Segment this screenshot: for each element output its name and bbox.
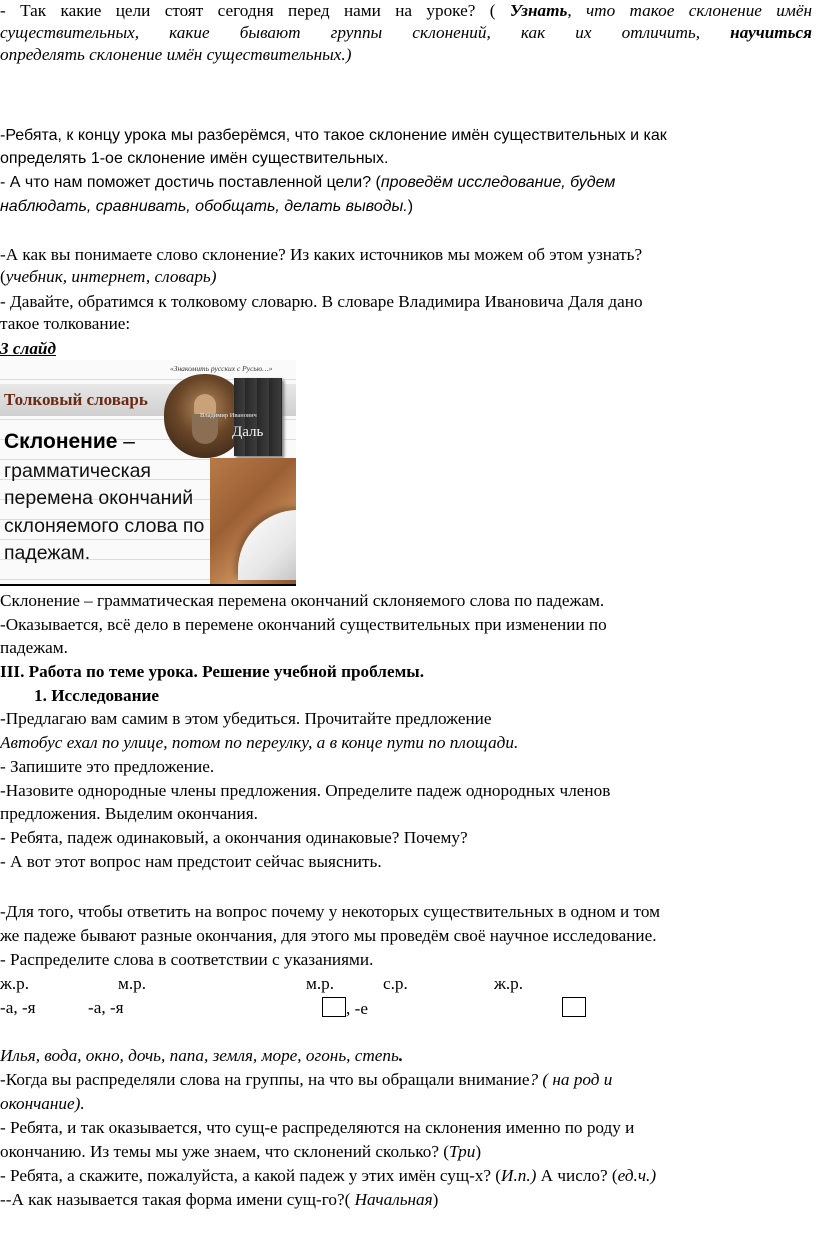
slide-title: Толковый словарь bbox=[4, 390, 148, 409]
definition-line: склоняемого слова по bbox=[4, 515, 205, 537]
text-line: -А как вы понимаете слово склонение? Из каких источников мы можем об этом узнать? bbox=[0, 245, 643, 264]
definition-line: перемена окончаний bbox=[4, 487, 194, 509]
definition-line: падежам. bbox=[4, 542, 91, 564]
text-line: - Так какие цели стоят сегодня перед нами на уроке? ( Узнать, что такое склонение имён bbox=[0, 1, 812, 20]
text-line: наблюдать, сравнивать, обобщать, делать выводы.) bbox=[0, 198, 414, 215]
blank-box bbox=[322, 997, 346, 1017]
gender-label: ж.р. bbox=[0, 974, 30, 993]
text-line: определять склонение имён существительных.) bbox=[0, 45, 352, 64]
text-line: - А что нам поможет достичь поставленной цели? (проведём исследование, будем bbox=[0, 174, 616, 191]
gender-label: м.р. bbox=[118, 974, 147, 993]
text-line: - Запишите это предложение. bbox=[0, 757, 215, 776]
text-line: (учебник, интернет, словарь) bbox=[0, 267, 217, 286]
text-line: определять 1-ое склонение имён существительных. bbox=[0, 150, 389, 167]
text-line: - А вот этот вопрос нам предстоит сейчас выяснить. bbox=[0, 852, 382, 871]
ending-cell: , -е bbox=[322, 997, 368, 1020]
slide-dal: Даль bbox=[232, 424, 264, 440]
text-line: Автобус ехал по улице, потом по переулку, а в конце пути по площади. bbox=[0, 733, 519, 752]
text-line: существительных, какие бывают группы склонений, как их отличить, научиться bbox=[0, 23, 812, 42]
gender-label: м.р. bbox=[306, 974, 335, 993]
text-line: -Предлагаю вам самим в этом убедиться. Прочитайте предложение bbox=[0, 709, 492, 728]
text-line: окончанию. Из темы мы уже знаем, что склонений сколько? (Три) bbox=[0, 1142, 482, 1161]
text-line: -Назовите однородные члены предложения. Определите падеж однородных членов bbox=[0, 781, 611, 800]
gender-label: ж.р. bbox=[494, 974, 524, 993]
text-line: же падеже бывают разные окончания, для этого мы проведём своё научное исследование. bbox=[0, 926, 657, 945]
text-line: -Оказывается, всё дело в перемене окончаний существительных при изменении по bbox=[0, 615, 607, 634]
text-line: - Ребята, и так оказывается, что сущ-е распределяются на склонения именно по роду и bbox=[0, 1118, 635, 1137]
ending-label: -а, -я bbox=[88, 998, 124, 1017]
ending-cell bbox=[562, 997, 586, 1020]
ending-label: -а, -я bbox=[0, 998, 36, 1017]
text-line: - Давайте, обратимся к толковому словарю. В словаре Владимира Ивановича Даля дано bbox=[0, 292, 643, 311]
text-line: - Распределите слова в соответствии с указаниями. bbox=[0, 950, 374, 969]
subsection-heading: 1. Исследование bbox=[34, 686, 160, 705]
definition-line: грамматическая bbox=[4, 460, 151, 482]
slide-image bbox=[0, 360, 296, 586]
section-heading: III. Работа по теме урока. Решение учебной проблемы. bbox=[0, 662, 424, 681]
slide-caption: «Знакомить русских с Русью…» bbox=[170, 364, 273, 373]
text-line: -Ребята, к концу урока мы разберёмся, что такое склонение имён существительных и как bbox=[0, 127, 667, 144]
text-line: - Ребята, а скажите, пожалуйста, а какой падеж у этих имён сущ-х? (И.п.) А число? (ед.ч.) bbox=[0, 1166, 657, 1185]
text-line: -Когда вы распределяли слова на группы, на что вы обращали внимание? ( на род и bbox=[0, 1070, 613, 1089]
text-line: окончание). bbox=[0, 1094, 85, 1113]
text-line: предложения. Выделим окончания. bbox=[0, 804, 258, 823]
slide-author: Владимир Иванович bbox=[200, 412, 257, 419]
text-line: Склонение – грамматическая перемена окончаний склоняемого слова по падежам. bbox=[0, 591, 605, 610]
definition-term: Склонение – bbox=[4, 430, 135, 453]
text-line: --А как называется такая форма имени сущ-го?( Начальная) bbox=[0, 1190, 439, 1209]
text-line: -Для того, чтобы ответить на вопрос почему у некоторых существительных в одном и том bbox=[0, 902, 660, 921]
text-line: падежам. bbox=[0, 638, 68, 657]
text-line: такое толкование: bbox=[0, 314, 131, 333]
blank-box bbox=[562, 997, 586, 1017]
slide-label: 3 слайд bbox=[0, 339, 57, 358]
text-line: - Ребята, падеж одинаковый, а окончания одинаковые? Почему? bbox=[0, 828, 468, 847]
text-line: Илья, вода, окно, дочь, папа, земля, море, огонь, степь. bbox=[0, 1046, 404, 1065]
gender-label: с.р. bbox=[383, 974, 408, 993]
